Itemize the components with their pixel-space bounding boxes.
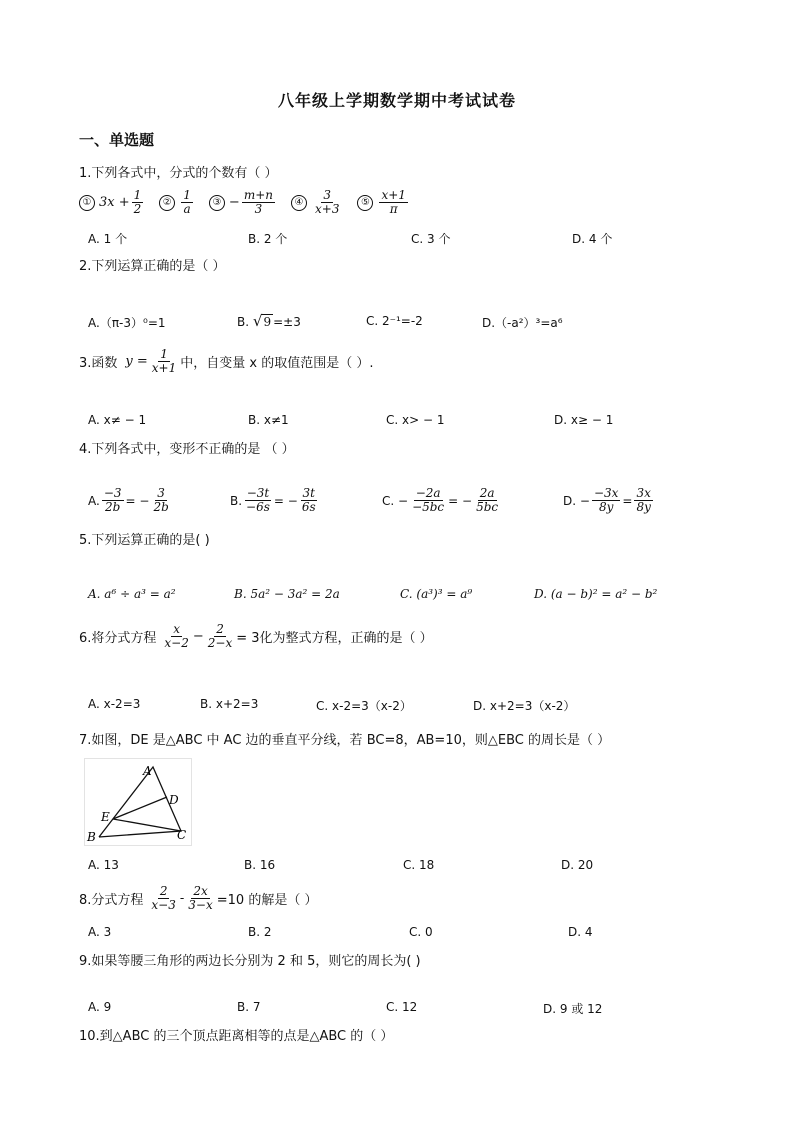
q7-option-d[interactable]: D. 20	[561, 858, 594, 872]
q6-option-c[interactable]: C. x-2=3（x-2）	[316, 699, 412, 713]
section-heading: 一、单选题	[79, 131, 155, 149]
q3-option-b[interactable]: B. x≠1	[248, 413, 289, 427]
q1-option-a[interactable]: A. 1 个	[88, 232, 128, 246]
q3-option-d[interactable]: D. x≥ − 1	[554, 413, 614, 427]
q3-option-a[interactable]: A. x≠ − 1	[88, 413, 147, 427]
q7-option-b[interactable]: B. 16	[244, 858, 276, 872]
question-1-expressions	[79, 189, 424, 216]
question-9-text: 9.如果等腰三角形的两边长分别为 2 和 5，则它的周长为( )	[79, 954, 421, 969]
label-b: B	[87, 830, 96, 844]
q7-option-c[interactable]: C. 18	[403, 858, 435, 872]
q2-option-b[interactable]: B. √9 =±3	[237, 312, 301, 330]
q5-option-c[interactable]: C. (a³)³ = a⁹	[400, 587, 473, 601]
q4-option-c[interactable]: C. − $\frac{-2a}{-5bc}$ = − $\frac{2a}{5bc}$	[382, 486, 499, 514]
q4-option-b[interactable]: B. $\frac{-3t}{-6s}$ = − $\frac{3t}{6s}$	[230, 486, 316, 514]
question-5-text: 5.下列运算正确的是( )	[79, 533, 210, 548]
label-a: A	[143, 764, 152, 778]
q6-option-b[interactable]: B. x+2=3	[200, 697, 259, 711]
q1-option-d[interactable]: D. 4 个	[572, 232, 613, 246]
q5-option-b[interactable]: B. 5a² − 3a² = 2a	[234, 587, 340, 601]
q9-option-c[interactable]: C. 12	[386, 1000, 418, 1014]
q1-item-1: ① 3x + $\frac{1}{2}$	[79, 189, 145, 216]
question-7-text: 7.如图，DE 是△ABC 中 AC 边的垂直平分线，若 BC=8，AB=10，则△EBC 的周长是（ ）	[79, 733, 611, 748]
q1-item-4: ④ $\frac{3}{x+3}$	[291, 189, 343, 216]
question-6-text: 6.将分式方程 $\frac{x}{x-2}$ − $\frac{2}{2-x}$ = 3化为整式方程，正确的是（ ）	[79, 622, 433, 650]
q8-option-d[interactable]: D. 4	[568, 925, 593, 939]
q4-option-d[interactable]: D. − $\frac{-3x}{8y}$ = $\frac{3x}{8y}$	[563, 486, 651, 514]
q6-option-a[interactable]: A. x-2=3	[88, 697, 141, 711]
triangle-figure	[84, 758, 192, 846]
q8-option-c[interactable]: C. 0	[409, 925, 433, 939]
question-10-text: 10.到△ABC 的三个顶点距离相等的点是△ABC 的（ ）	[79, 1029, 394, 1044]
q9-option-b[interactable]: B. 7	[237, 1000, 261, 1014]
label-c: C	[177, 828, 187, 842]
q2-option-a[interactable]: A.（π-3）⁰=1	[88, 316, 166, 330]
q7-option-a[interactable]: A. 13	[88, 858, 119, 872]
question-3-text: 3.函数 y = $\frac{1}{x+1}$ 中，自变量 x 的取值范围是（ ）.	[79, 347, 374, 375]
q2-option-c[interactable]: C. 2⁻¹=-2	[366, 314, 423, 328]
q3-option-c[interactable]: C. x> − 1	[386, 413, 445, 427]
q1-option-c[interactable]: C. 3 个	[411, 232, 451, 246]
q6-option-d[interactable]: D. x+2=3（x-2）	[473, 699, 576, 713]
q8-option-b[interactable]: B. 2	[248, 925, 272, 939]
q8-option-a[interactable]: A. 3	[88, 925, 112, 939]
q1-item-5: ⑤ $\frac{x+1}{\pi}$	[357, 189, 409, 216]
q1-option-b[interactable]: B. 2 个	[248, 232, 288, 246]
q1-item-3: ③ − $\frac{m+n}{3}$	[209, 189, 277, 216]
q2-option-d[interactable]: D.（-a²）³=a⁶	[482, 316, 563, 330]
question-4-text: 4.下列各式中，变形不正确的是 （ ）	[79, 442, 295, 457]
q9-option-d[interactable]: D. 9 或 12	[543, 1002, 603, 1016]
q5-option-a[interactable]: A. a⁶ ÷ a³ = a²	[88, 587, 176, 601]
label-d: D	[169, 793, 179, 807]
q9-option-a[interactable]: A. 9	[88, 1000, 112, 1014]
label-e: E	[101, 810, 110, 824]
q4-option-a[interactable]: A. $\frac{-3}{2b}$ = − $\frac{3}{2b}$	[88, 486, 169, 514]
question-8-text: 8.分式方程 $\frac{2}{x-3}$ - $\frac{2x}{3-x}$ =10 的解是（ ）	[79, 884, 318, 912]
q1-item-2: ② $\frac{1}{a}$	[159, 189, 195, 216]
q5-option-d[interactable]: D. (a − b)² = a² − b²	[534, 587, 658, 601]
question-2-text: 2.下列运算正确的是（ ）	[79, 259, 226, 274]
question-1-text: 1.下列各式中，分式的个数有（ ）	[79, 166, 278, 181]
page-title: 八年级上学期数学期中考试试卷	[277, 91, 516, 110]
